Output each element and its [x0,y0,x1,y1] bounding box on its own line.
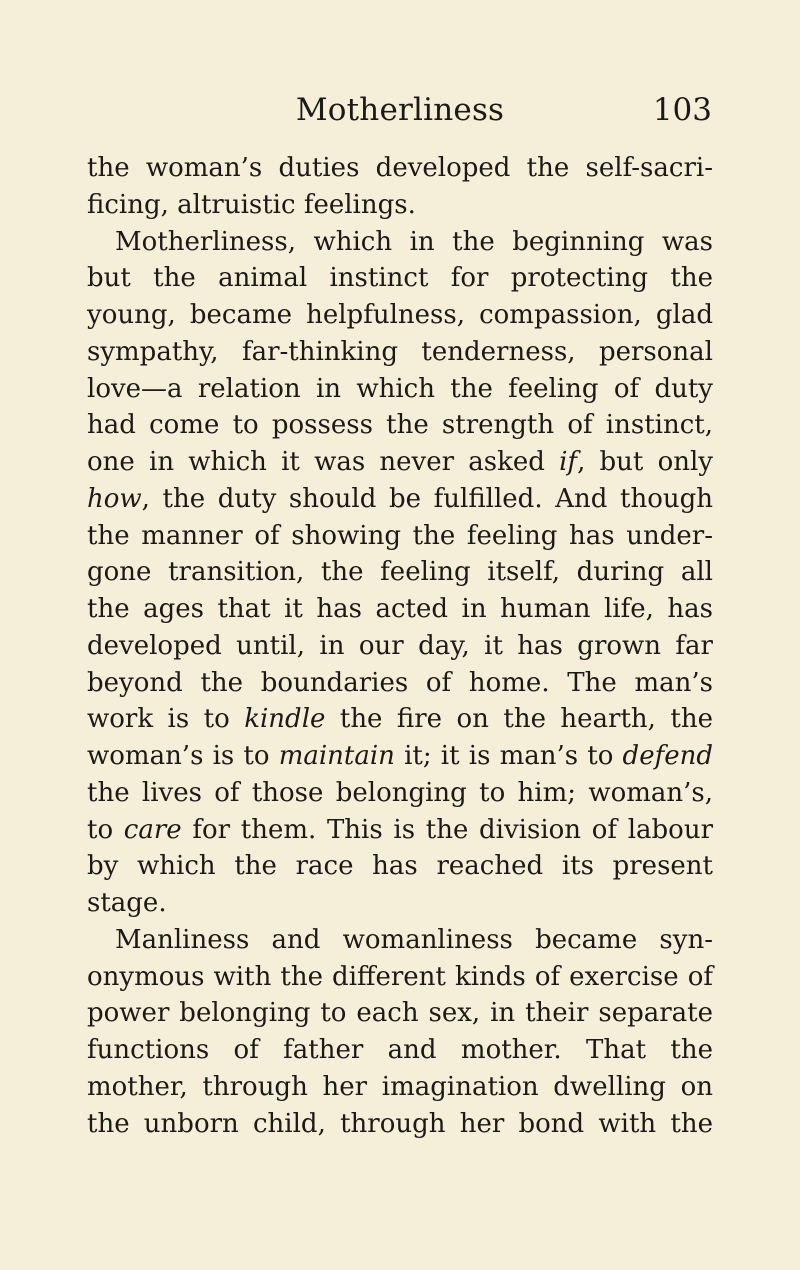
text-line: the woman’s duties developed the self-sacri- [87,153,713,183]
text-line: the unborn child, through her bond with the [87,1108,713,1139]
italic-word: how [87,483,142,514]
text-line: love—a relation in which the feeling of duty [87,373,713,404]
text-line: young, became helpfulness, compassion, glad [87,300,713,330]
text-line: how, the duty should be fulfilled. And though [87,483,713,514]
page-header [0,92,800,138]
page-number: 103 [652,92,712,128]
text-line: gone transition, the feeling itself, during all [87,557,713,588]
running-head: Motherliness [295,92,505,128]
text-line: sympathy, far-thinking tenderness, personal [87,336,713,367]
text-line: woman’s is to maintain it; it is man’s to defend [87,741,713,771]
page-text [87,150,713,1142]
text-line: the ages that it has acted in human life, has [87,594,713,624]
italic-word: defend [622,741,713,771]
text-line: functions of father and mother. That the [87,1035,713,1065]
text-line: power belonging to each sex, in their separate [87,998,713,1029]
text-line: developed until, in our day, it has grown far [87,630,713,661]
text-line: to care for them. This is the division of labour [87,814,713,845]
italic-word: care [123,814,182,845]
text-line: work is to kindle the fire on the hearth, the [87,704,713,735]
text-line: the lives of those belonging to him; woman’s, [87,777,713,808]
italic-word: kindle [244,704,326,735]
text-line: by which the race has reached its present [87,851,713,882]
text-line: onymous with the different kinds of exercise of [87,961,713,992]
italic-word: if [559,447,578,477]
text-line: Manliness and womanliness became syn- [115,924,713,955]
text-line: ficing, altruistic feelings. [87,189,416,220]
text-line: but the animal instinct for protecting the [87,263,713,294]
text-line: stage. [87,888,167,918]
text-line: one in which it was never asked if, but only [87,447,713,477]
italic-word: maintain [278,741,395,771]
text-line: mother, through her imagination dwelling on [87,1071,713,1102]
text-line: Motherliness, which in the beginning was [115,226,713,257]
text-line: had come to possess the strength of instinct, [87,410,713,441]
text-line: the manner of showing the feeling has under- [87,520,713,551]
text-line: beyond the boundaries of home. The man’s [87,667,713,698]
